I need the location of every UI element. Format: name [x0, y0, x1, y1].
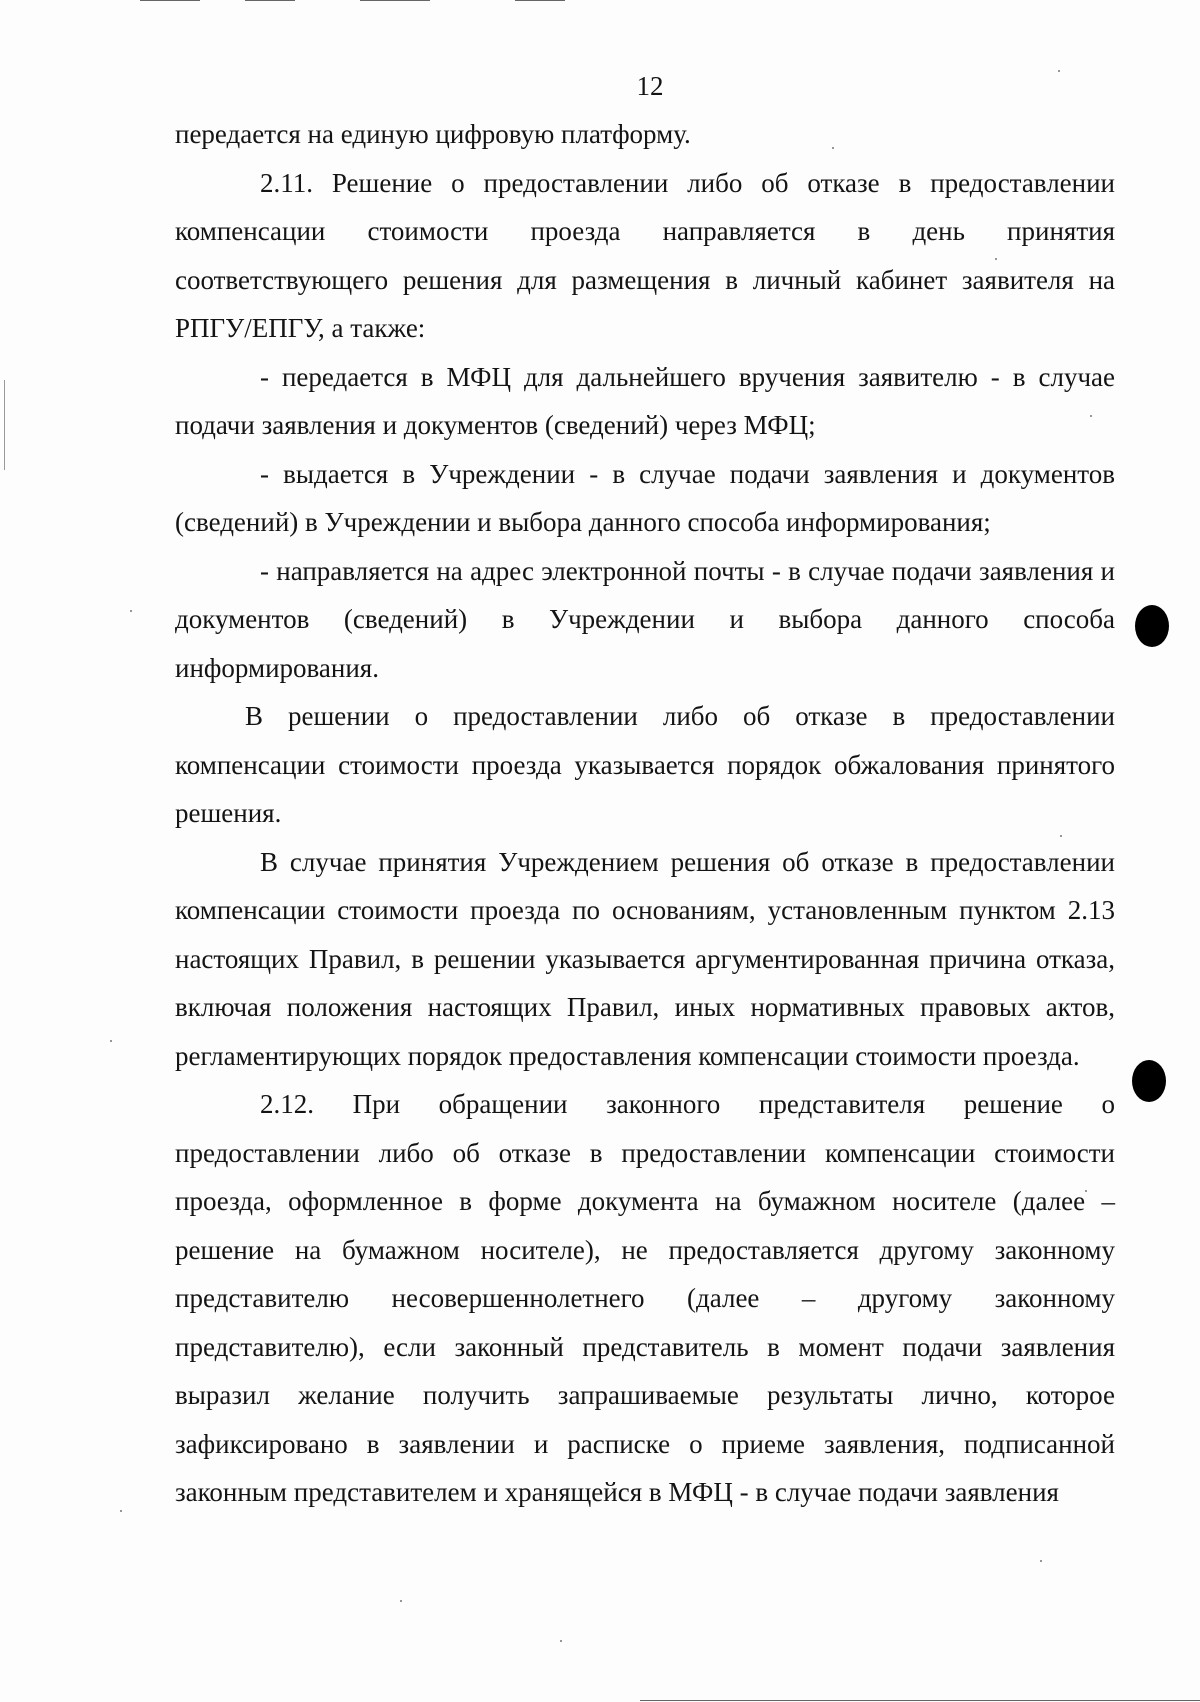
- paragraph-mfc-delivery: - передается в МФЦ для дальнейшего вручения заявителю - в случае подачи заявления и документов (сведений) через МФЦ;: [175, 361, 1115, 440]
- paragraph-continuation: передается на единую цифровую платформу.: [175, 119, 691, 149]
- bottom-edge-mark: [640, 1700, 1200, 1701]
- top-edge-mark: [515, 0, 565, 1]
- paragraph-2-12-legal-representative: 2.12. При обращении законного представителя решение о предоставлении либо об отказе в предоставлении компенсации стоимости проезда, оформленное в форме документа на бумажном носителе (далее – решение на бумажном носителе), не предоставляется другому законному представителю несовершеннолетнего (далее – другому законному представителю), если законный представитель в момент подачи заявления выразил желание получить запрашиваемые результаты лично, которое зафиксировано в заявлении и расписке о приеме заявления, подписанной законным представителем и хранящейся в МФЦ - в случае подачи заявления: [175, 1089, 1115, 1507]
- punch-hole: [1132, 1060, 1166, 1102]
- top-edge-mark: [245, 0, 295, 1]
- page-number: 12: [636, 71, 664, 101]
- paragraph-2-11-decision: 2.11. Решение о предоставлении либо об отказе в предоставлении компенсации стоимости проезда направляется в день принятия соответствующего решения для размещения в личный кабинет заявителя на РПГУ/ЕПГУ, а также:: [175, 167, 1115, 343]
- scan-speck: [1040, 1560, 1042, 1562]
- left-edge-mark: [4, 380, 5, 470]
- paragraph-refusal-reasons: В случае принятия Учреждением решения об отказе в предоставлении компенсации стоимости проезда по основаниям, установленным пунктом 2.13 настоящих Правил, в решении указывается аргументированная причина отказа, включая положения настоящих Правил, иных нормативных правовых актов, регламентирующих порядок предоставления компенсации стоимости проезда.: [175, 846, 1115, 1071]
- scan-speck: [120, 1510, 122, 1512]
- scan-speck: [130, 610, 132, 612]
- scan-speck: [110, 1040, 112, 1042]
- scan-speck: [560, 1640, 562, 1642]
- document-body: [175, 110, 1115, 1517]
- paragraph-email-delivery: - направляется на адрес электронной почты - в случае подачи заявления и документов (сведений) в Учреждении и выбора данного способа информирования.: [175, 555, 1115, 683]
- top-edge-mark: [140, 0, 200, 1]
- punch-hole: [1135, 605, 1169, 647]
- scan-speck: [400, 1600, 402, 1602]
- paragraph-institution-delivery: - выдается в Учреждении - в случае подачи заявления и документов (сведений) в Учреждении и выбора данного способа информирования;: [175, 458, 1115, 537]
- top-edge-mark: [360, 0, 430, 1]
- paragraph-appeal-procedure: В решении о предоставлении либо об отказе в предоставлении компенсации стоимости проезда указывается порядок обжалования принятого решения.: [175, 701, 1115, 828]
